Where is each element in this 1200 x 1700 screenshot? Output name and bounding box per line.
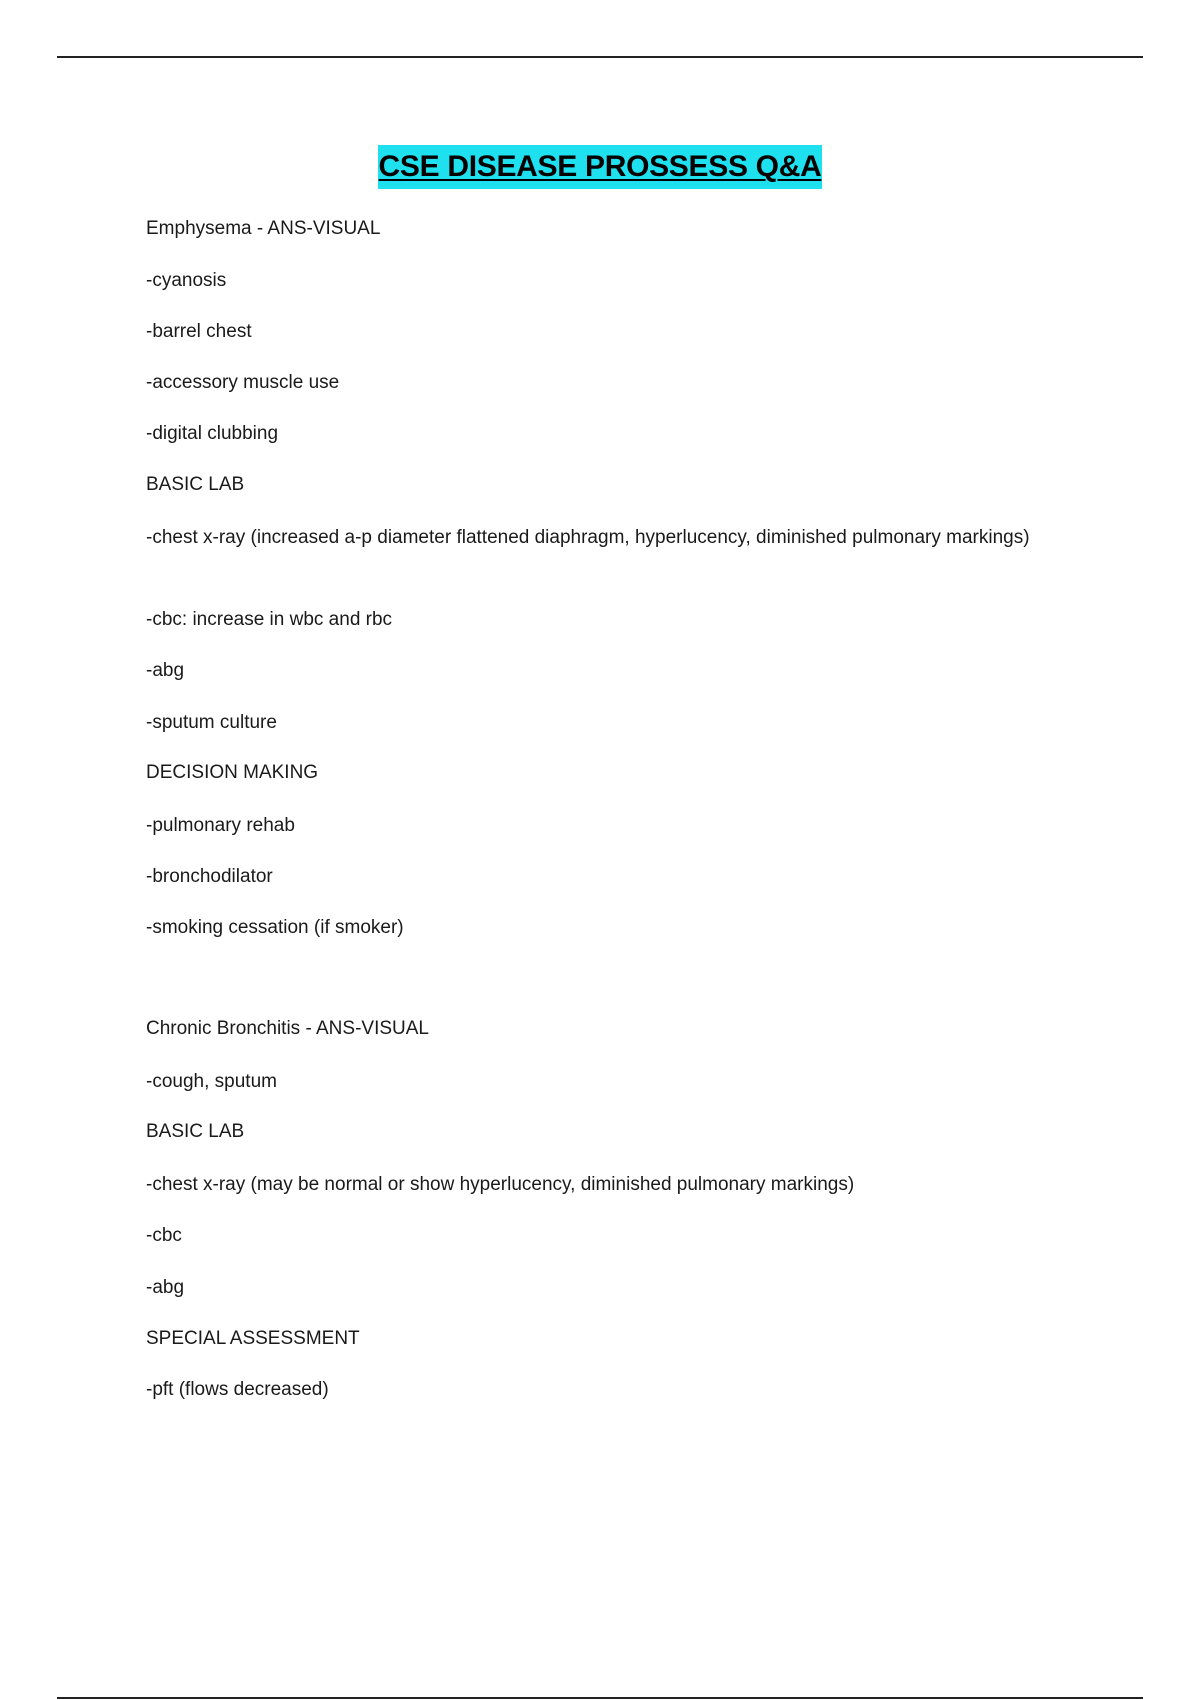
document-title: CSE DISEASE PROSSESS Q&A [378,145,823,189]
subheading-special-assessment: SPECIAL ASSESSMENT [146,1328,360,1349]
header-rule [57,56,1143,58]
subheading-decision-making: DECISION MAKING [146,762,319,783]
list-item: -bronchodilator [146,866,273,887]
list-item: -cough, sputum [146,1071,277,1092]
footer-rule [57,1697,1143,1699]
section-heading-chronic-bronchitis: Chronic Bronchitis - ANS-VISUAL [146,1018,429,1039]
list-item: -abg [146,1277,185,1298]
list-item: -cyanosis [146,270,227,291]
list-item: -barrel chest [146,321,252,342]
list-item: -sputum culture [146,712,277,733]
list-item: -chest x-ray (increased a-p diameter flattened diaphragm, hyperlucency, diminished pulmonary markings) [146,527,1030,548]
section-heading-emphysema: Emphysema - ANS-VISUAL [146,218,381,239]
list-item: -pulmonary rehab [146,815,295,836]
subheading-basic-lab: BASIC LAB [146,474,245,495]
list-item: -digital clubbing [146,423,279,444]
list-item: -pft (flows decreased) [146,1379,329,1400]
list-item: -accessory muscle use [146,372,340,393]
list-item: -cbc: increase in wbc and rbc [146,609,393,630]
title-container [0,145,1200,189]
list-item: -smoking cessation (if smoker) [146,917,404,938]
list-item: -cbc [146,1225,182,1246]
subheading-basic-lab: BASIC LAB [146,1121,245,1142]
list-item: -abg [146,660,185,681]
list-item: -chest x-ray (may be normal or show hyperlucency, diminished pulmonary markings) [146,1174,855,1195]
